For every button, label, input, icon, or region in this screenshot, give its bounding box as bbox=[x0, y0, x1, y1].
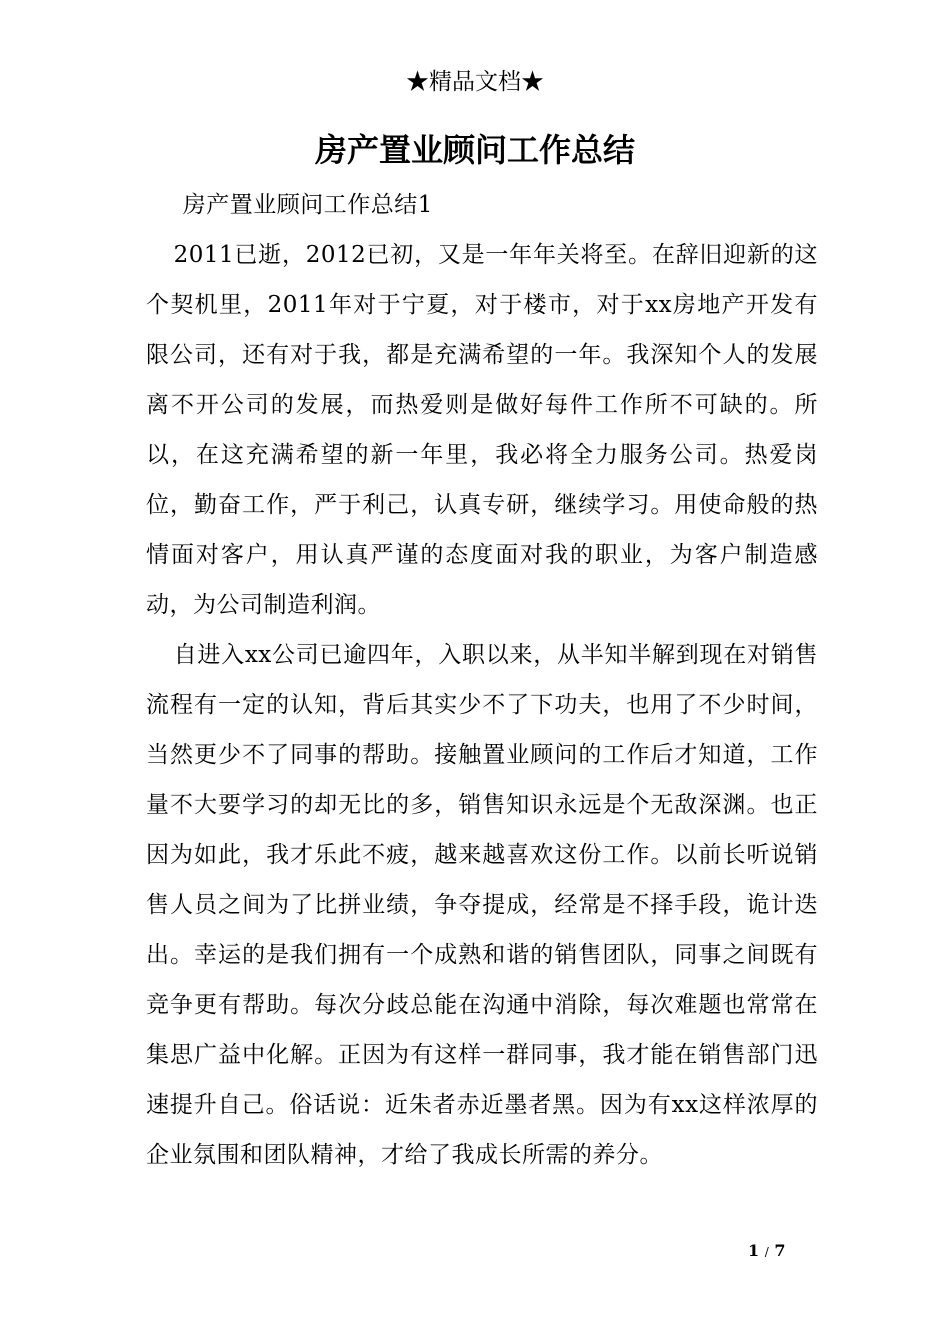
page-current: 1 bbox=[748, 1241, 760, 1260]
header-mark: ★精品文档★ bbox=[406, 69, 544, 95]
paragraph-1: 2011已逝，2012已初，又是一年年关将至。在辞旧迎新的这个契机里，2011年对于宁夏，对于楼市，对于xx房地产开发有限公司，还有对于我，都是充满希望的一年。我深知个人的发展离不开公司的发展，而热爱则是做好每件工作所不可缺的。所以，在这充满希望的新一年里，我必将全力服务公司。热爱岗位，勤奋工作，严于利己，认真专研，继续学习。用使命般的热情面对客户，用认真严谨的态度面对我的职业，为客户制造感动，为公司制造利润。 bbox=[146, 242, 818, 618]
page-total: 7 bbox=[774, 1241, 786, 1260]
document-body bbox=[146, 180, 818, 1180]
document-title: 房产置业顾问工作总结 bbox=[314, 131, 635, 169]
page-separator: / bbox=[764, 1245, 769, 1259]
page-number bbox=[748, 1240, 785, 1263]
section-heading: 房产置业顾问工作总结1 bbox=[182, 192, 433, 218]
paragraph-2: 自进入xx公司已逾四年，入职以来，从半知半解到现在对销售流程有一定的认知，背后其实少不了下功夫，也用了不少时间，当然更少不了同事的帮助。接触置业顾问的工作后才知道，工作量不大要学习的却无比的多，销售知识永远是个无敌深渊。也正因为如此，我才乐此不疲，越来越喜欢这份工作。以前长听说销售人员之间为了比拼业绩，争夺提成，经常是不择手段，诡计迭出。幸运的是我们拥有一个成熟和谐的销售团队，同事之间既有竞争更有帮助。每次分歧总能在沟通中消除，每次难题也常常在集思广益中化解。正因为有这样一群同事，我才能在销售部门迅速提升自己。俗话说：近朱者赤近墨者黑。因为有xx这样浓厚的企业氛围和团队精神，才给了我成长所需的养分。 bbox=[146, 642, 818, 1168]
